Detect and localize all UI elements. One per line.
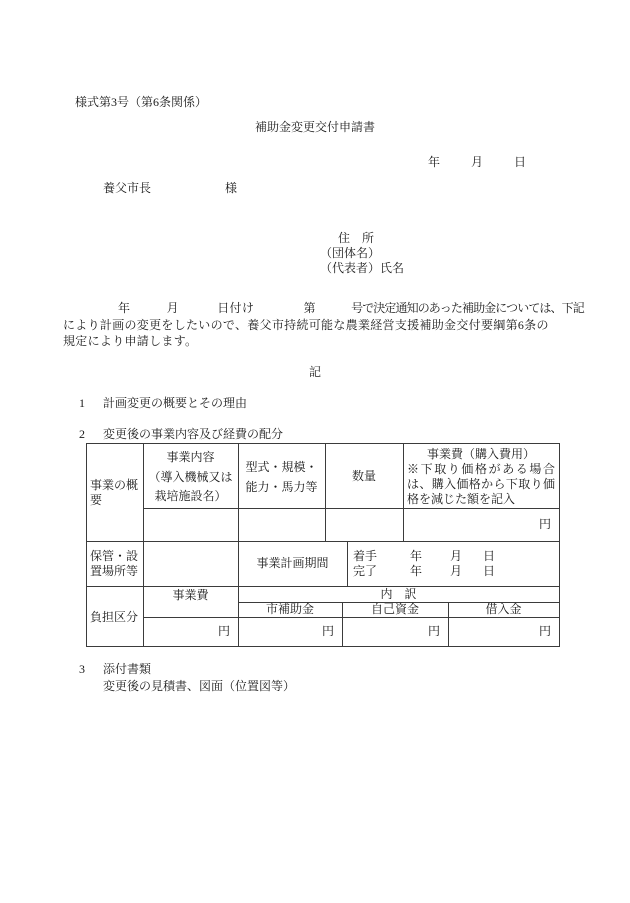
expense-allocation-table — [86, 443, 560, 647]
project-cost-yen: 円 — [217, 624, 230, 638]
body-rest: 号で決定通知のあった補助金については、下記 — [351, 301, 584, 315]
row-header-burden: 負担区分 — [90, 610, 139, 624]
section-1-heading — [79, 397, 247, 410]
start-label: 着手 — [353, 549, 378, 563]
col-header-model: 型式・規模・ 能力・馬力等 — [245, 460, 318, 494]
plan-period-label: 事業計画期間 — [256, 556, 329, 570]
finish-date-row: 完了 年 月 日 — [353, 564, 496, 578]
applicant-rep-label: （代表者）氏名 — [320, 261, 405, 275]
body-line-2: により計画の変更をしたいので、養父市持続可能な農業経営支援補助金交付要綱第6条の — [63, 318, 549, 332]
date-month-label: 月 — [471, 155, 484, 169]
finish-label: 完了 — [353, 564, 378, 578]
breakdown-city-label: 市補助金 — [265, 602, 314, 616]
body-line-1 — [63, 302, 584, 315]
row-header-storage: 保管・設置場所等 — [90, 548, 139, 578]
col-header-qty: 数量 — [351, 468, 376, 483]
form-number: 様式第3号（第6条関係） — [75, 95, 208, 109]
section-3-heading — [79, 663, 151, 676]
date-day-label: 日 — [514, 155, 527, 169]
start-date-row: 着手 年 月 日 — [353, 549, 496, 563]
section-1-title: 計画変更の概要とその理由 — [103, 396, 248, 410]
addressee-line — [103, 182, 237, 195]
section-3-detail: 変更後の見積書、図面（位置図等） — [103, 679, 296, 693]
row-header-overview: 事業の概要 — [90, 477, 139, 507]
section-3-number: 3 — [79, 662, 85, 676]
breakdown-loan-label: 借入金 — [485, 602, 522, 616]
body-no-prefix: 第 — [303, 301, 316, 315]
applicant-address-label: 住 所 — [338, 231, 375, 245]
section-3-title: 添付書類 — [103, 662, 152, 676]
breakdown-label: 内 訳 — [380, 587, 417, 601]
page-title: 補助金変更交付申請書 — [254, 120, 375, 134]
section-2-title: 変更後の事業内容及び経費の配分 — [103, 427, 284, 441]
date-line — [428, 156, 526, 169]
loan-yen: 円 — [538, 624, 551, 638]
body-year: 年 — [118, 301, 131, 315]
section-2-heading — [79, 428, 283, 441]
plan-period-dates — [347, 541, 559, 586]
body-month: 月 — [166, 301, 179, 315]
section-1-number: 1 — [79, 396, 85, 410]
body-line-3: 規定により申請します。 — [63, 334, 198, 348]
col-header-content: 事業内容 （導入機械又は 栽培施設名） — [148, 450, 233, 503]
city-subsidy-yen: 円 — [321, 624, 334, 638]
body-day: 日付け — [217, 301, 255, 315]
cost-entry-yen: 円 — [538, 517, 551, 531]
col-header-cost: 事業費（購入費用） ※下取り価格がある場合 は、購入価格から下取り価 格を減じた額を記入 — [407, 447, 555, 506]
applicant-org-label: （団体名） — [320, 246, 381, 260]
breakdown-self-label: 自己資金 — [370, 602, 419, 616]
record-heading: 記 — [308, 365, 321, 379]
date-year-label: 年 — [428, 155, 441, 169]
addressee-name: 養父市長 — [103, 181, 152, 195]
section-2-number: 2 — [79, 427, 85, 441]
project-cost-label: 事業費 — [172, 588, 209, 602]
addressee-honorific: 様 — [225, 181, 238, 195]
self-fund-yen: 円 — [427, 624, 440, 638]
